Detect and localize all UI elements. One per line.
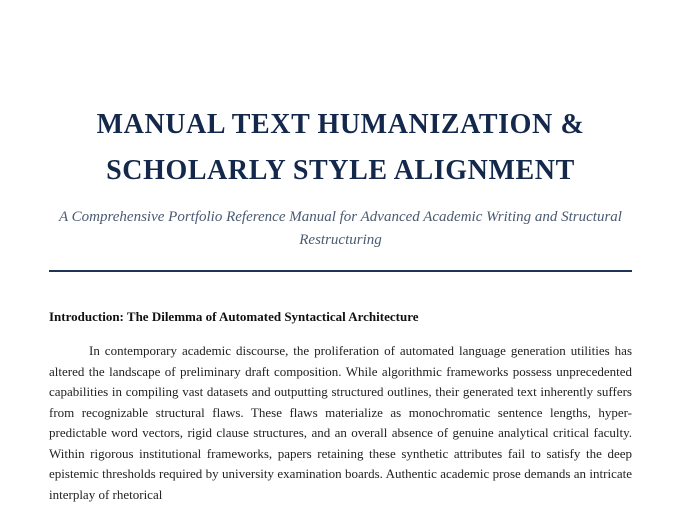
document-subtitle-line-1: A Comprehensive Portfolio Reference Manual for Advanced Academic Writing and Structural — [59, 209, 622, 225]
document-title — [49, 0, 632, 194]
document-title-line-2: SCHOLARLY STYLE ALIGNMENT — [106, 155, 575, 186]
document-subtitle-line-2: Restructuring — [299, 232, 382, 248]
section-paragraph: In contemporary academic discourse, the proliferation of automated language generation utilities has altered the landscape of preliminary draft composition. While algorithmic frameworks possess unprecedented capabilities in compiling vast datasets and outputting structured outlines, their generated text inherently suffers from recognizable structural flaws. These flaws materialize as monochromatic sentence lengths, hyper-predictable word vectors, rigid clause structures, and an overall absence of genuine analytical critical faculty. Within rigorous institutional frameworks, papers retaining these synthetic attributes fail to satisfy the deep epistemic thresholds required by university examination boards. Authentic academic prose demands an intricate interplay of rhetorical — [49, 343, 632, 502]
title-divider — [49, 270, 632, 272]
document-subtitle — [49, 206, 632, 252]
document-title-line-1: MANUAL TEXT HUMANIZATION & — [96, 109, 585, 140]
section-heading: Introduction: The Dilemma of Automated Syntactical Architecture — [49, 309, 419, 324]
document-page — [49, 0, 632, 505]
